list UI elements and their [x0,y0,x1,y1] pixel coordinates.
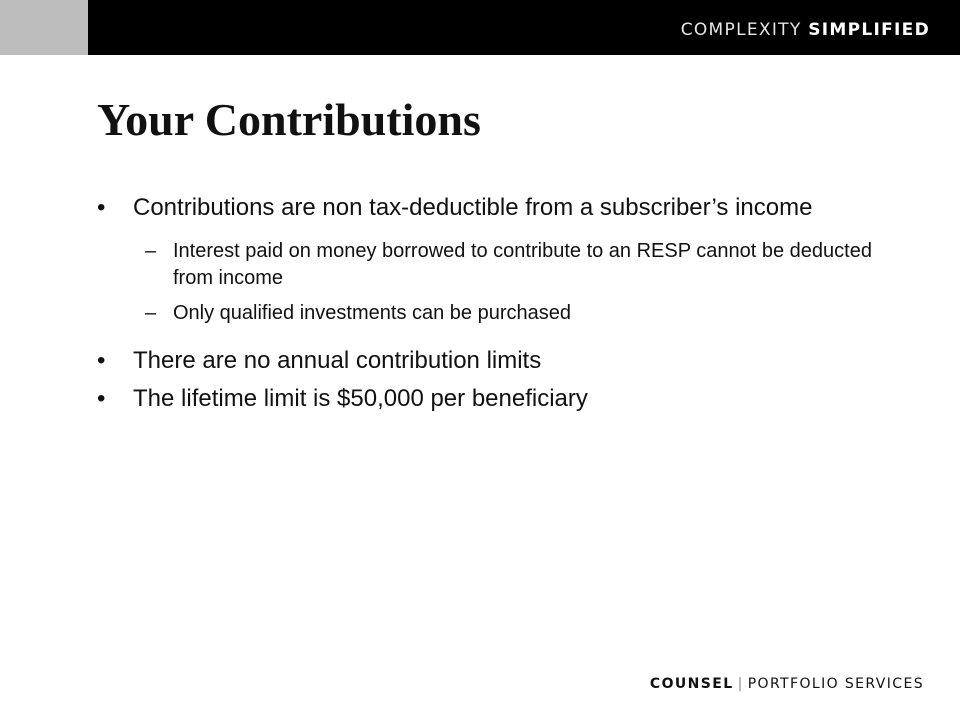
bullet-marker: • [97,347,106,374]
tagline [681,20,930,40]
footer-logo [650,676,924,692]
tagline-bold: SIMPLIFIED [808,20,930,40]
slide-title: Your Contributions [97,94,481,145]
sub-bullet-item [145,238,877,292]
bullet-text: Contributions are non tax-deductible from a subscriber’s income [133,194,813,221]
tagline-light: COMPLEXITY [680,20,802,40]
header-bar [0,0,960,55]
footer-separator: | [737,676,744,692]
bullet-text: The lifetime limit is $50,000 per beneficiary [133,385,588,412]
bullet-list [97,192,877,415]
bullet-text: There are no annual contribution limits [133,347,542,374]
sub-bullet-text: Interest paid on money borrowed to contribute to an RESP cannot be deducted from income [173,240,872,289]
header-gray-block [0,0,88,55]
bullet-item [97,192,877,224]
footer-division: PORTFOLIO SERVICES [747,676,924,692]
bullet-marker: • [97,385,106,412]
bullet-marker: • [97,194,106,221]
footer-brand: COUNSEL [649,676,734,692]
sub-bullet-marker: – [145,240,157,262]
sub-bullet-text: Only qualified investments can be purchased [173,302,572,324]
bullet-item [97,383,877,415]
sub-bullet-item [145,300,877,327]
sub-bullet-marker: – [145,302,157,324]
sub-bullet-list [97,238,877,327]
bullet-item [97,345,877,377]
